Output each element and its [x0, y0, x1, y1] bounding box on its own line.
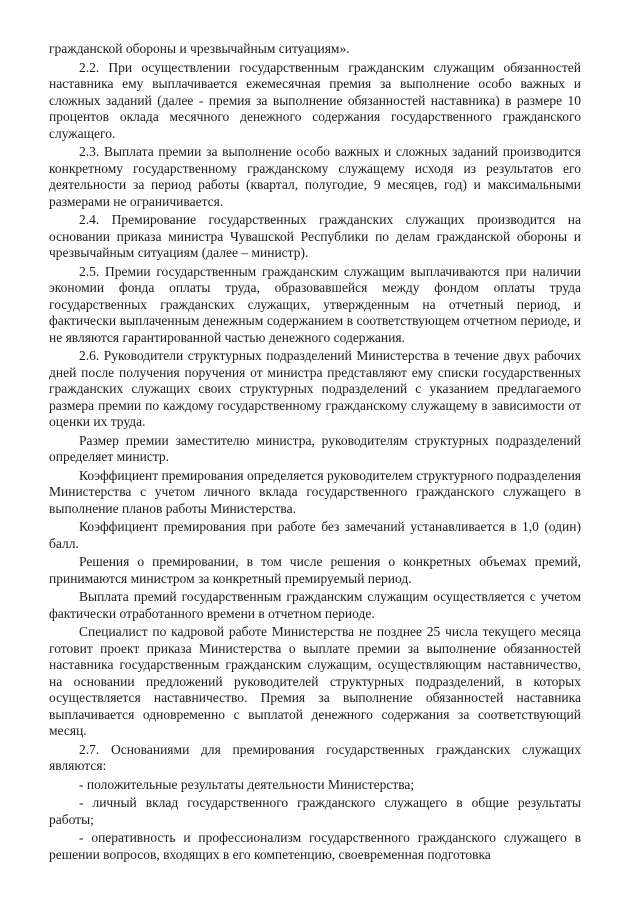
paragraph-2-5: 2.5. Премии государственным гражданским служащим выплачиваются при наличии экономии фонда оплаты труда, образовавшейся между фондом оплаты труда государственных гражданских служащих, утвержденным на отчетный период, и фактически выплаченным денежным содержанием в соответствующем отчетном периоде, и не являются гарантированной частью денежного содержания. [49, 263, 581, 345]
paragraph-bonus-payment: Выплата премий государственным гражданским служащим осуществляется с учетом фактически отработанного времени в отчетном периоде. [49, 589, 581, 621]
paragraph-coefficient-definition: Коэффициент премирования определяется руководителем структурного подразделения Министерства с учетом личного вклада государственного гражданского служащего в выполнение планов работы Министерства. [49, 467, 582, 516]
list-item-results: - положительные результаты деятельности Министерства; [79, 776, 415, 792]
paragraph-2-7: 2.7. Основаниями для премирования государственных гражданских служащих являются: [49, 741, 581, 773]
paragraph-continuation: гражданской обороны и чрезвычайным ситуациям». [49, 41, 350, 56]
paragraph-2-4: 2.4. Премирование государственных гражданских служащих производится на основании приказа министра Чувашской Республики по делам гражданской обороны и чрезвычайным ситуациям (далее – министр). [49, 212, 581, 260]
paragraph-hr-specialist: Специалист по кадровой работе Министерства не позднее 25 числа текущего месяца готовит проект приказа Министерства о выплате премии за выполнение обязанностей наставника государственным гражданским служащим, осуществляющим наставничество, на основании предложений руководителей структурных подразделений, в которых осуществляется наставничество. Премия за выполнение обязанностей наставника выплачивается одновременно с выплатой денежного содержания за соответствующий месяц. [49, 624, 581, 738]
paragraph-2-2: 2.2. При осуществлении государственным гражданским служащим обязанностей наставника ему выплачивается ежемесячная премия за выполнение особо важных и сложных заданий (далее - премия за выполнение обязанностей наставника) в размере 10 процентов оклада месячного денежного содержания государственного гражданского служащего. [49, 59, 581, 141]
paragraph-coefficient-default: Коэффициент премирования при работе без замечаний устанавливается в 1,0 (один) балл. [49, 519, 581, 551]
list-item-personal-contribution: - личный вклад государственного гражданского служащего в общие результаты работы; [49, 795, 581, 827]
document-body [49, 41, 581, 865]
paragraph-2-3: 2.3. Выплата премии за выполнение особо важных и сложных заданий производится конкретному государственному гражданскому служащему исходя из результатов его деятельности за период работы (квартал, полугодие, 9 месяцев, год) и максимальными размерами не ограничивается. [49, 144, 581, 209]
list-item-efficiency: - оперативность и профессионализм государственного гражданского служащего в решении вопросов, входящих в его компетенцию, своевременная подготовка [49, 830, 581, 862]
paragraph-2-6: 2.6. Руководители структурных подразделений Министерства в течение двух рабочих дней после получения поручения от министра представляют ему списки государственных гражданских служащих своих структурных подразделений с указанием предлагаемого размера премии по каждому государственному гражданскому служащему в зависимости от оценки их труда. [49, 348, 581, 429]
paragraph-bonus-size: Размер премии заместителю министра, руководителям структурных подразделений определяет министр. [49, 432, 581, 464]
paragraph-bonus-decisions: Решения о премировании, в том числе решения о конкретных объемах премий, принимаются министром за конкретный премируемый период. [49, 554, 581, 586]
